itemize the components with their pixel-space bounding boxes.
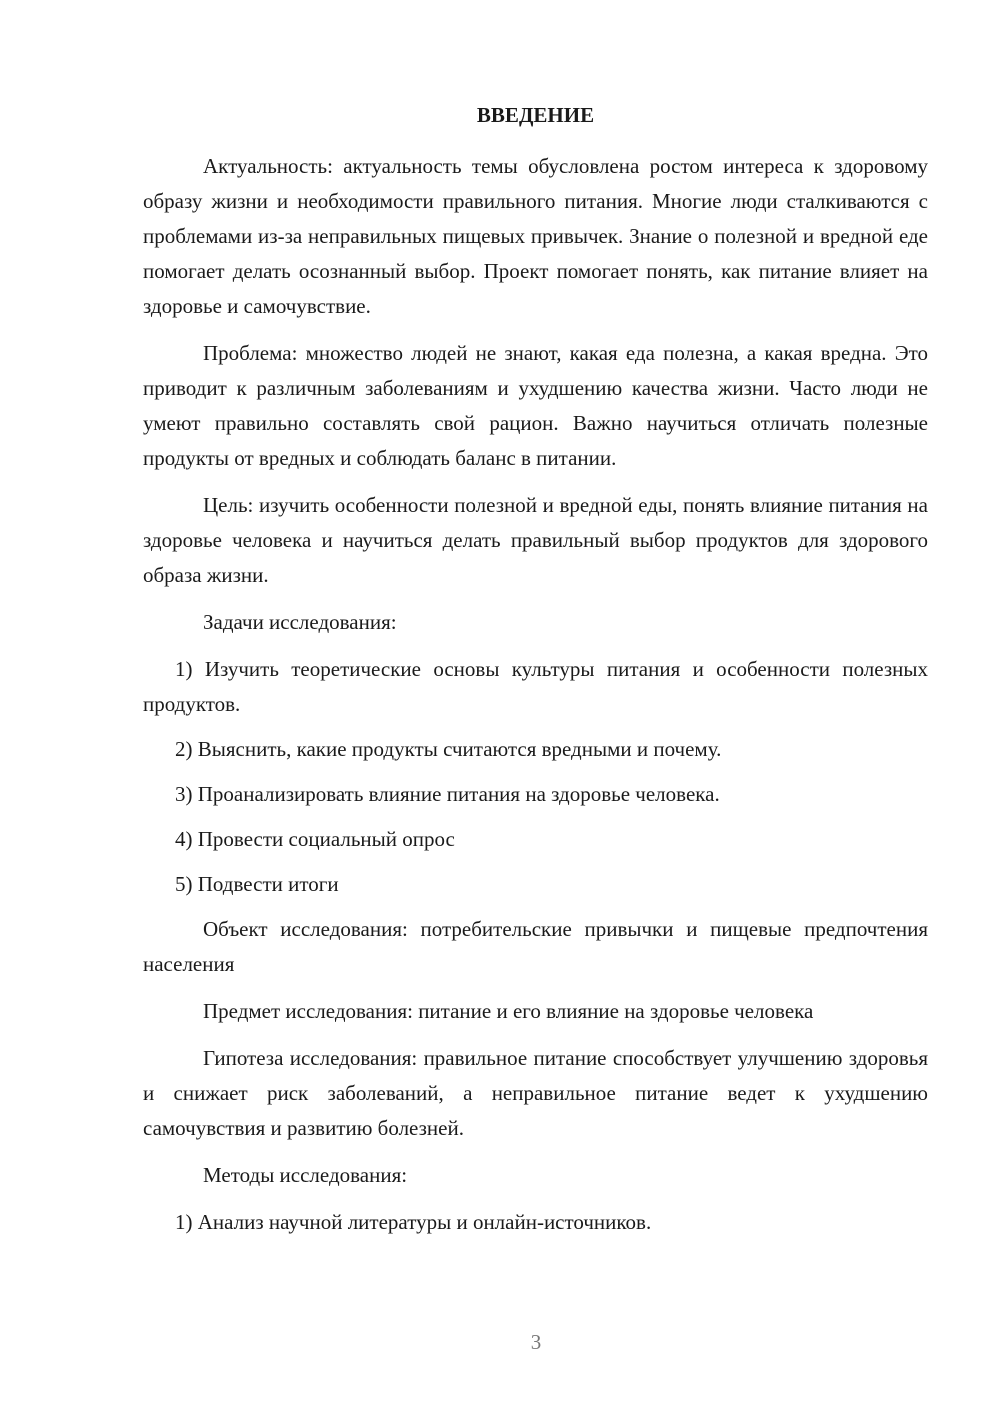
subject-paragraph: Предмет исследования: питание и его влияние на здоровье человека — [203, 999, 814, 1023]
hypothesis-paragraph: Гипотеза исследования: правильное питание способствует улучшению здоровья и снижает риск заболеваний, а неправильное питание ведет к ухудшению самочувствия и развитию болезней. — [143, 1046, 928, 1140]
methods-label: Методы исследования: — [203, 1163, 408, 1187]
relevance-paragraph: Актуальность: актуальность темы обусловлена ростом интереса к здоровому образу жизни и необходимости правильного питания. Многие люди сталкиваются с проблемами из-за неправильных пищевых привычек. Знание о полезной и вредной еде помогает делать осознанный выбор. Проект помогает понять, как питание влияет на здоровье и самочувствие. — [143, 154, 928, 318]
section-heading: ВВЕДЕНИЕ — [476, 103, 595, 127]
goal-paragraph: Цель: изучить особенности полезной и вредной еды, понять влияние питания на здоровье человека и научиться делать правильный выбор продуктов для здорового образа жизни. — [143, 493, 928, 587]
task-item-4: 4) Провести социальный опрос — [175, 827, 455, 851]
task-item-3: 3) Проанализировать влияние питания на здоровье человека. — [175, 782, 720, 806]
method-item-1: 1) Анализ научной литературы и онлайн-источников. — [175, 1210, 652, 1234]
task-item-1: 1) Изучить теоретические основы культуры питания и особенности полезных продуктов. — [143, 657, 928, 716]
object-paragraph: Объект исследования: потребительские привычки и пищевые предпочтения населения — [143, 917, 928, 976]
task-item-2: 2) Выяснить, какие продукты считаются вредными и почему. — [175, 737, 722, 761]
problem-paragraph: Проблема: множество людей не знают, какая еда полезна, а какая вредна. Это приводит к различным заболеваниям и ухудшению качества жизни. Часто люди не умеют правильно составлять свой рацион. Важно научиться отличать полезные продукты от вредных и соблюдать баланс в питании. — [143, 341, 928, 470]
page-number: 3 — [530, 1330, 542, 1354]
tasks-label: Задачи исследования: — [203, 610, 397, 634]
page-content — [143, 98, 928, 1250]
task-item-5: 5) Подвести итоги — [175, 872, 339, 896]
